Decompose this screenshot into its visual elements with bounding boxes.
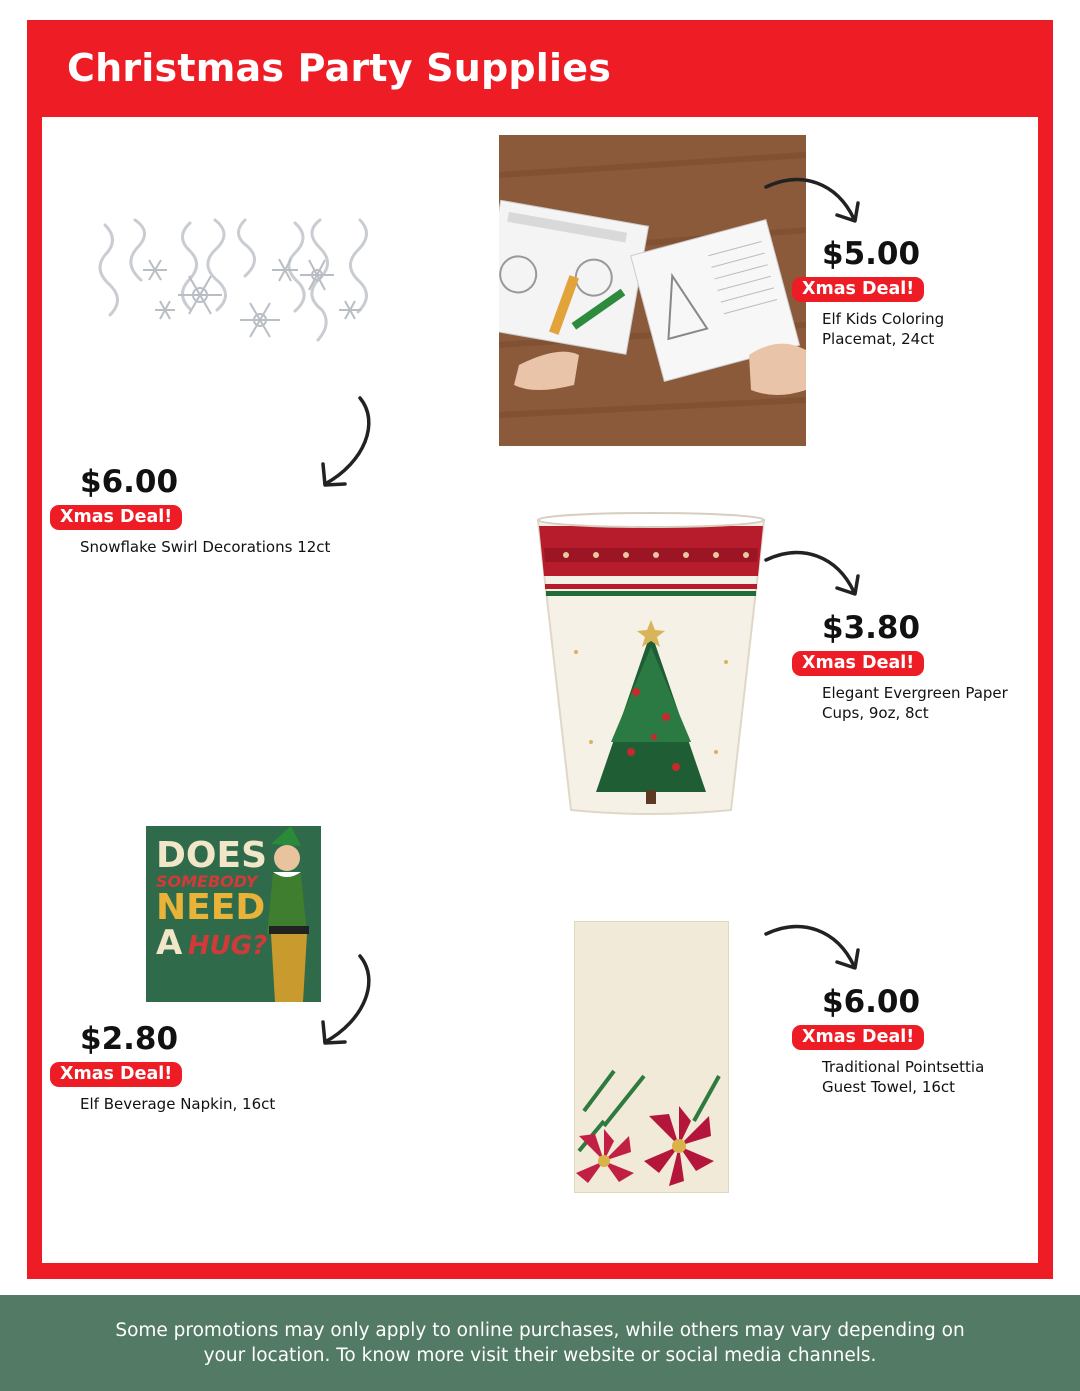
snowflake-swirl-decorations-image[interactable] — [95, 215, 375, 365]
deal-badge: Xmas Deal! — [792, 277, 924, 302]
paper-cup-image[interactable] — [536, 512, 766, 817]
napkin-text-line: SOMEBODY — [156, 872, 258, 891]
arrow-icon — [315, 392, 385, 492]
product-name[interactable]: Elf Beverage Napkin, 16ct — [80, 1095, 276, 1113]
price: $2.80 — [80, 1021, 179, 1057]
poinsettia-guest-towel-image[interactable] — [574, 921, 729, 1193]
page-title: Christmas Party Supplies — [67, 46, 612, 90]
napkin-text-line: A — [156, 923, 183, 963]
deal-badge: Xmas Deal! — [792, 1025, 924, 1050]
napkin-art-text — [156, 835, 268, 963]
product-name[interactable]: Snowflake Swirl Decorations 12ct — [80, 538, 331, 556]
footer-disclaimer: Some promotions may only apply to online purchases, while others may vary depending on your location. To know more visit their website or social media channels. — [115, 1320, 965, 1366]
napkin-text-line: DOES — [156, 835, 268, 876]
product-name[interactable]: Traditional Pointsettia Guest Towel, 16ct — [822, 1058, 985, 1096]
footer — [0, 1295, 1080, 1391]
coloring-placemat-image[interactable] — [499, 135, 806, 446]
deal-badge: Xmas Deal! — [50, 505, 182, 530]
price: $6.00 — [822, 984, 921, 1020]
elf-napkin-image[interactable] — [146, 826, 321, 1002]
napkin-text-line: NEED — [156, 887, 266, 928]
arrow-icon — [762, 922, 862, 974]
price: $5.00 — [822, 236, 921, 272]
arrow-icon — [762, 175, 862, 227]
product-name[interactable]: Elegant Evergreen Paper Cups, 9oz, 8ct — [822, 684, 1008, 722]
deal-badge: Xmas Deal! — [792, 651, 924, 676]
product-name[interactable]: Elf Kids Coloring Placemat, 24ct — [822, 310, 945, 348]
napkin-text-line: HUG? — [187, 931, 268, 961]
arrow-icon — [762, 548, 862, 600]
deal-badge: Xmas Deal! — [50, 1062, 182, 1087]
arrow-icon — [315, 950, 385, 1050]
price: $6.00 — [80, 464, 179, 500]
elf-figure-icon — [251, 826, 321, 1002]
price: $3.80 — [822, 610, 921, 646]
